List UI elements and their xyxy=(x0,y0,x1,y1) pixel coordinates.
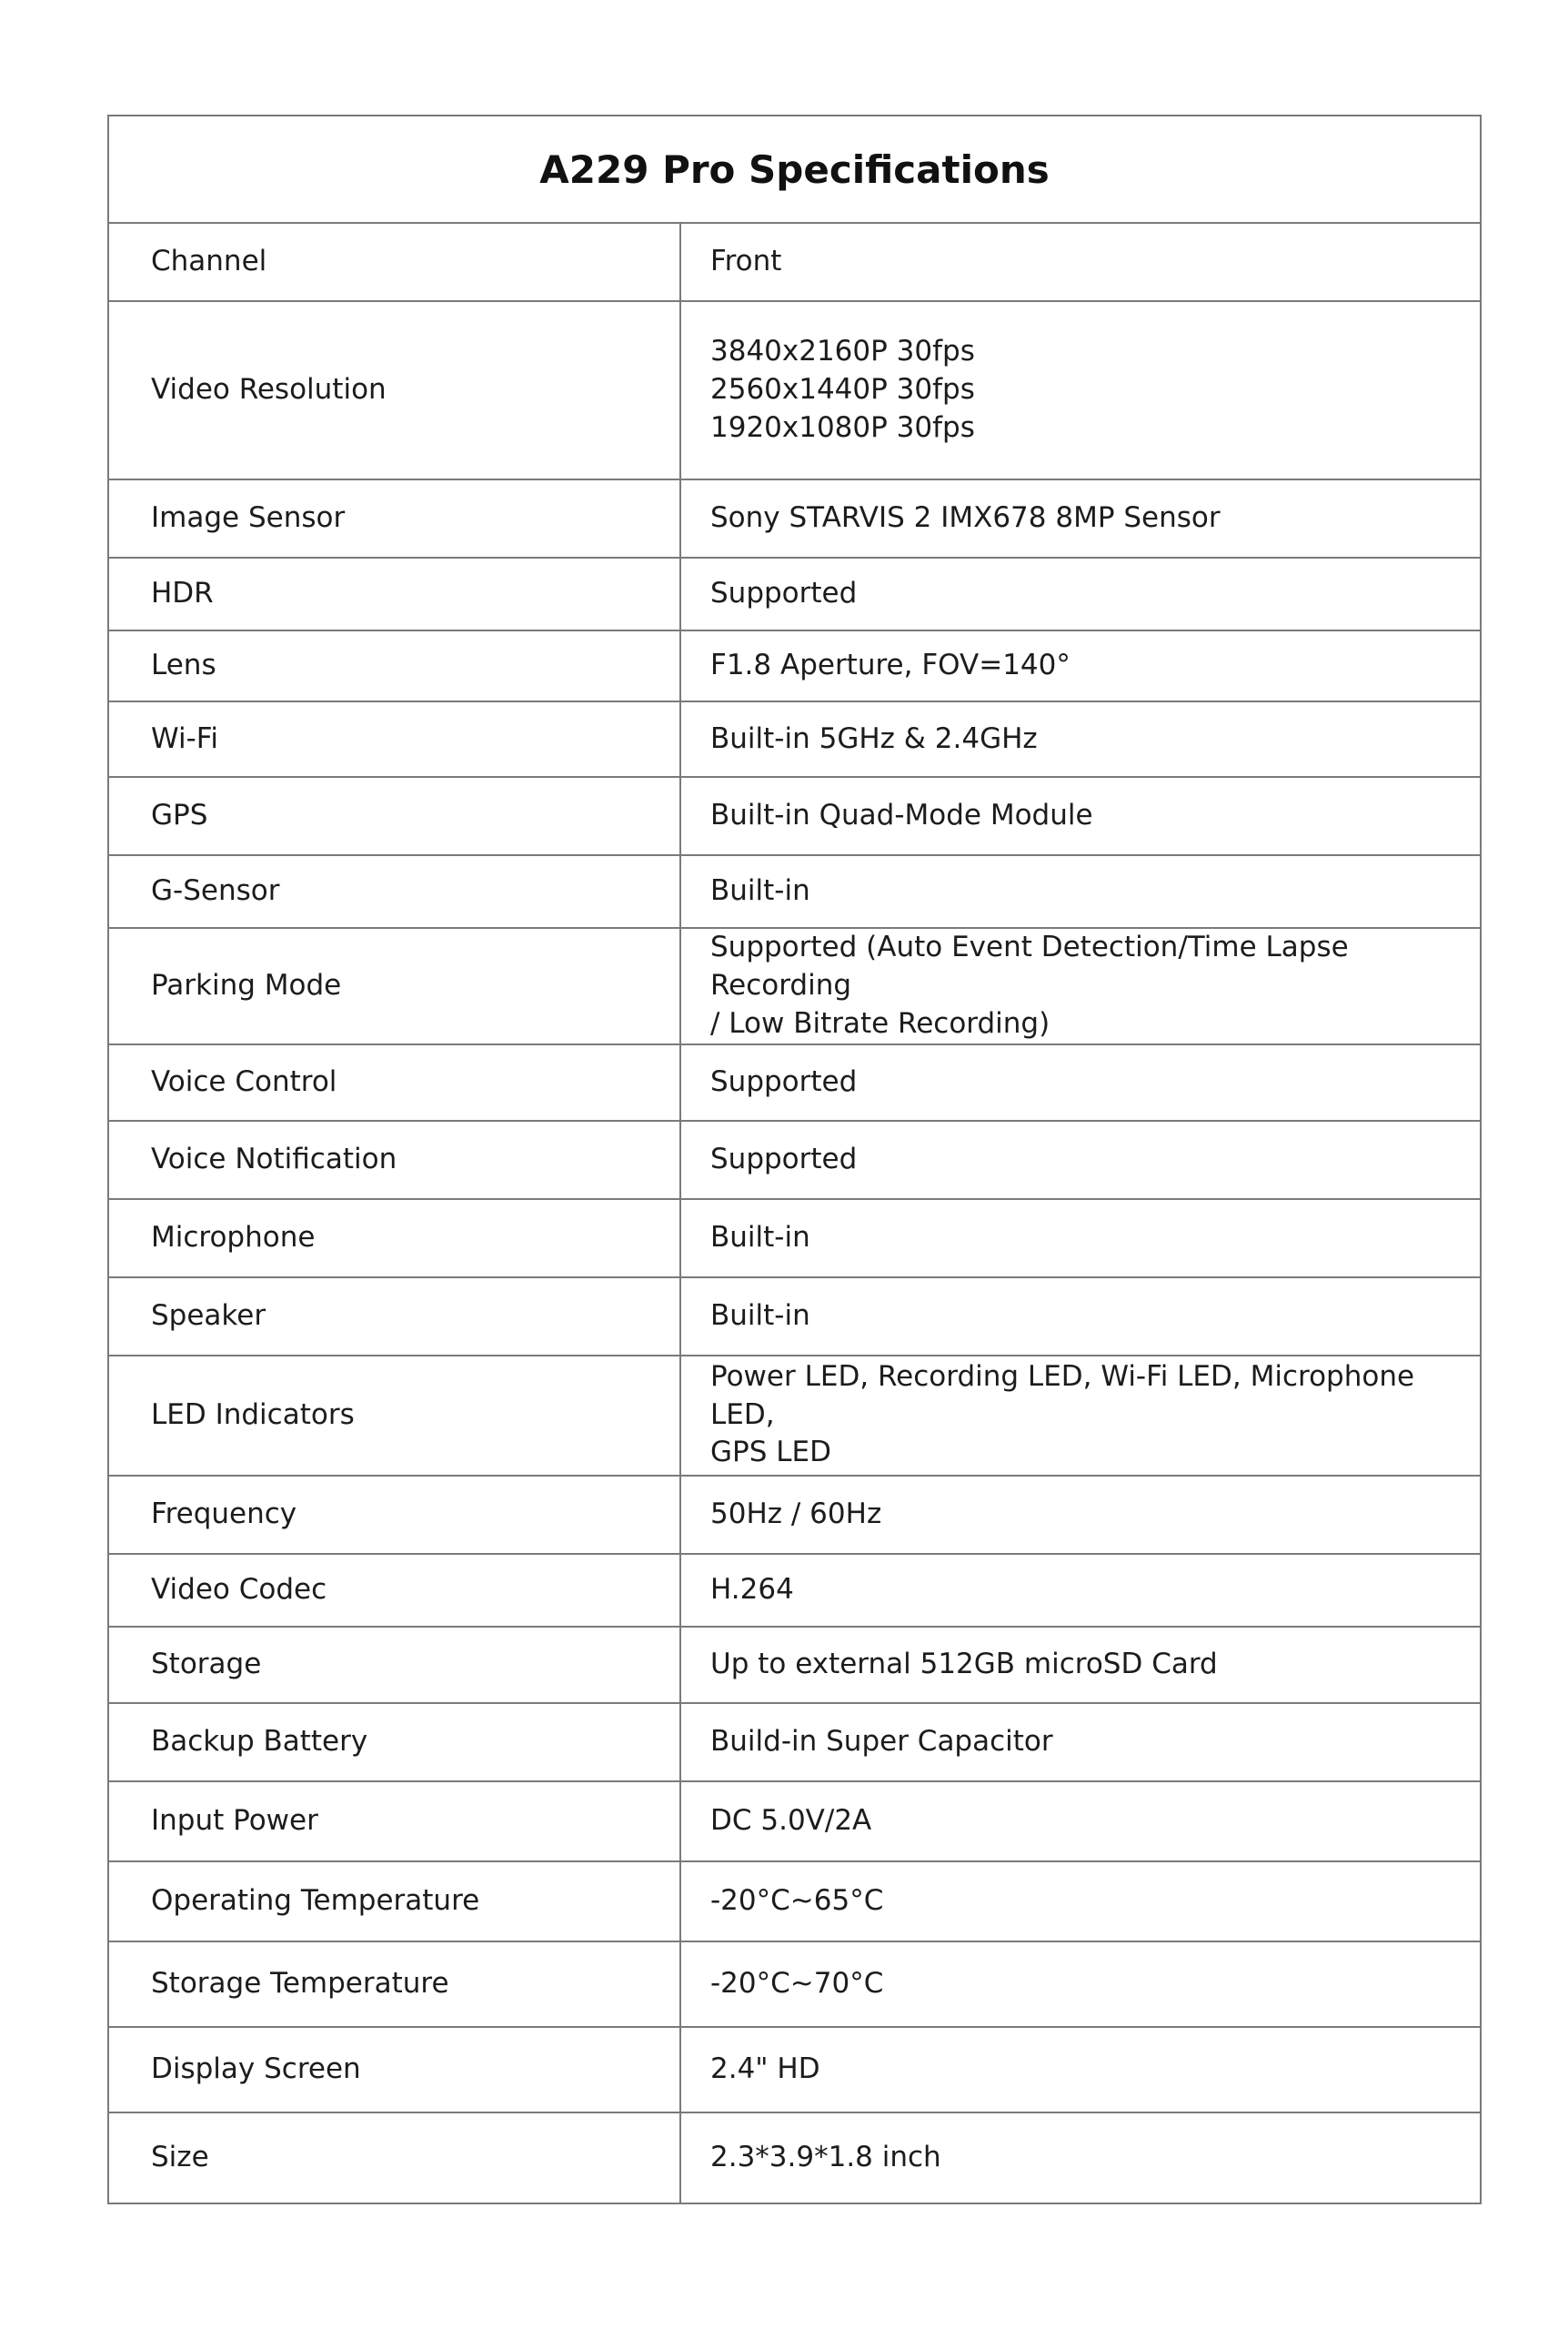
spec-value xyxy=(680,1703,1481,1781)
spec-value xyxy=(680,1861,1481,1941)
table-row xyxy=(108,928,1481,1044)
title-row xyxy=(108,116,1481,223)
spec-label: G-Sensor xyxy=(108,855,680,928)
spec-value-line: Built-in xyxy=(710,1298,810,1332)
spec-value-line: Sony STARVIS 2 IMX678 8MP Sensor xyxy=(710,501,1221,535)
table-row xyxy=(108,1554,1481,1627)
spec-value xyxy=(680,701,1481,777)
table-row xyxy=(108,1941,1481,2027)
table-row xyxy=(108,223,1481,301)
spec-label: Voice Control xyxy=(108,1044,680,1121)
spec-value-line: 2.3*3.9*1.8 inch xyxy=(710,2140,941,2173)
spec-label: Backup Battery xyxy=(108,1703,680,1781)
spec-value-line: -20°C~65°C xyxy=(710,1883,884,1917)
table-row xyxy=(108,479,1481,558)
spec-value-line: / Low Bitrate Recording) xyxy=(710,1006,1050,1040)
spec-value xyxy=(680,2027,1481,2112)
spec-value-line: 3840x2160P 30fps xyxy=(710,335,975,368)
spec-value-line: 2.4" HD xyxy=(710,2052,820,2085)
spec-value-line: 50Hz / 60Hz xyxy=(710,1497,882,1530)
spec-value xyxy=(680,558,1481,630)
table-row xyxy=(108,777,1481,855)
spec-label: Channel xyxy=(108,223,680,301)
spec-value-line: -20°C~70°C xyxy=(710,1966,884,2000)
spec-label: Storage xyxy=(108,1627,680,1703)
table-row xyxy=(108,855,1481,928)
table-row xyxy=(108,1121,1481,1199)
spec-label: GPS xyxy=(108,777,680,855)
spec-label: Speaker xyxy=(108,1277,680,1356)
spec-value xyxy=(680,223,1481,301)
spec-value xyxy=(680,630,1481,701)
spec-value-line: Built-in Quad-Mode Module xyxy=(710,799,1093,832)
spec-value xyxy=(680,928,1481,1044)
spec-value xyxy=(680,2112,1481,2203)
spec-value xyxy=(680,1121,1481,1199)
spec-value-line: Up to external 512GB microSD Card xyxy=(710,1647,1218,1680)
spec-label: LED Indicators xyxy=(108,1356,680,1476)
spec-value-line: 1920x1080P 30fps xyxy=(710,410,975,444)
spec-value xyxy=(680,1277,1481,1356)
spec-label: Operating Temperature xyxy=(108,1861,680,1941)
spec-label: Size xyxy=(108,2112,680,2203)
spec-value-line: Build-in Super Capacitor xyxy=(710,1724,1053,1758)
table-row xyxy=(108,1199,1481,1277)
spec-value-line: Built-in 5GHz & 2.4GHz xyxy=(710,721,1038,755)
spec-value xyxy=(680,1199,1481,1277)
spec-table xyxy=(107,115,1482,2204)
spec-value xyxy=(680,1781,1481,1861)
spec-label: Frequency xyxy=(108,1476,680,1554)
spec-value-line: Supported xyxy=(710,1142,858,1175)
spec-rows xyxy=(108,223,1481,2203)
spec-label: Image Sensor xyxy=(108,479,680,558)
spec-value xyxy=(680,1941,1481,2027)
spec-label: Lens xyxy=(108,630,680,701)
spec-value-line: H.264 xyxy=(710,1572,794,1606)
spec-value-line: Built-in xyxy=(710,874,810,908)
spec-label: HDR xyxy=(108,558,680,630)
spec-label: Wi-Fi xyxy=(108,701,680,777)
spec-value-line: Front xyxy=(710,245,782,278)
table-title: A229 Pro Specifications xyxy=(108,116,1481,223)
table-row xyxy=(108,1627,1481,1703)
table-row xyxy=(108,701,1481,777)
table-row xyxy=(108,630,1481,701)
spec-label: Input Power xyxy=(108,1781,680,1861)
spec-value-line: Supported xyxy=(710,577,858,610)
spec-value xyxy=(680,1476,1481,1554)
spec-value xyxy=(680,1627,1481,1703)
table-row xyxy=(108,1277,1481,1356)
table-row xyxy=(108,1703,1481,1781)
spec-label: Video Codec xyxy=(108,1554,680,1627)
spec-value-line: 2560x1440P 30fps xyxy=(710,373,975,407)
spec-value xyxy=(680,855,1481,928)
spec-label: Voice Notification xyxy=(108,1121,680,1199)
table-row xyxy=(108,1861,1481,1941)
spec-value-line: Power LED, Recording LED, Wi-Fi LED, Microphone LED, xyxy=(710,1359,1415,1431)
spec-label: Video Resolution xyxy=(108,301,680,479)
spec-label: Display Screen xyxy=(108,2027,680,2112)
spec-value-line: F1.8 Aperture, FOV=140° xyxy=(710,649,1070,682)
table-row xyxy=(108,301,1481,479)
table-row xyxy=(108,1781,1481,1861)
table-row xyxy=(108,1356,1481,1476)
spec-value-line: Supported (Auto Event Detection/Time Lapse Recording xyxy=(710,931,1349,1002)
spec-value xyxy=(680,1356,1481,1476)
spec-label: Microphone xyxy=(108,1199,680,1277)
table-row xyxy=(108,1044,1481,1121)
spec-value-line: DC 5.0V/2A xyxy=(710,1803,872,1837)
table-row xyxy=(108,2027,1481,2112)
table-row xyxy=(108,2112,1481,2203)
spec-label: Parking Mode xyxy=(108,928,680,1044)
spec-value xyxy=(680,301,1481,479)
spec-value-line: GPS LED xyxy=(710,1436,831,1469)
spec-label: Storage Temperature xyxy=(108,1941,680,2027)
table-row xyxy=(108,1476,1481,1554)
spec-value xyxy=(680,1044,1481,1121)
table-row xyxy=(108,558,1481,630)
spec-value-line: Supported xyxy=(710,1064,858,1098)
spec-value xyxy=(680,777,1481,855)
spec-value xyxy=(680,479,1481,558)
spec-value-line: Built-in xyxy=(710,1220,810,1254)
spec-value xyxy=(680,1554,1481,1627)
